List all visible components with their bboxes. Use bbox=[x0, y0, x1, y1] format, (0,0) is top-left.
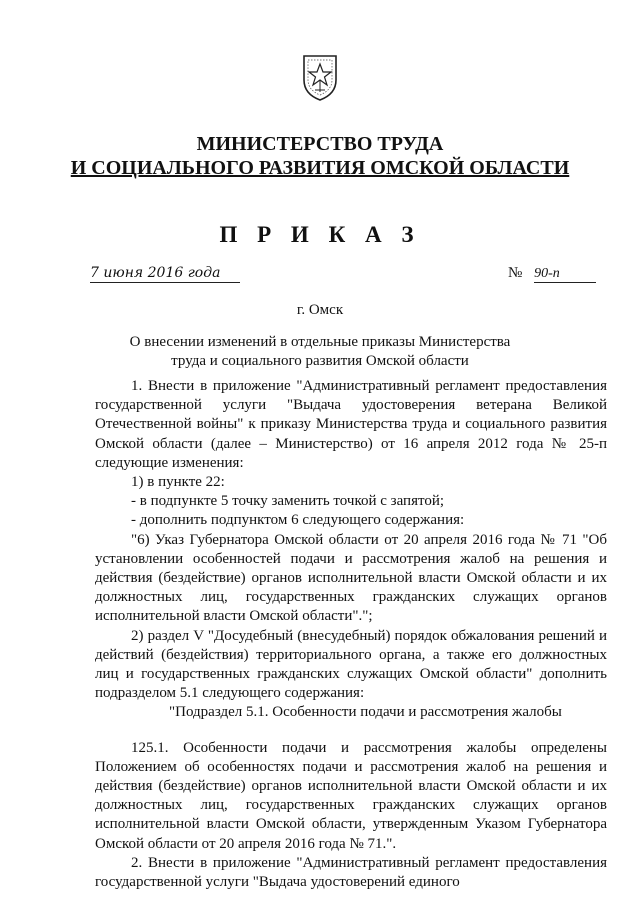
ministry-name-line2-text: И СОЦИАЛЬНОГО РАЗВИТИЯ ОМСКОЙ ОБЛАСТИ bbox=[70, 157, 570, 179]
order-body bbox=[95, 377, 607, 892]
order-number-label: № bbox=[508, 265, 523, 281]
paragraph-6: 2) раздел V "Досудебный (внесудебный) порядок обжалования решений и действий (бездействия) территориального органа, а также его должностных лиц и государственных гражданских служащих Омской области" дополнить подразделом 5.1 следующего содержания: bbox=[95, 627, 607, 702]
order-number: 90-п bbox=[534, 266, 596, 283]
city: г. Омск bbox=[296, 302, 344, 318]
order-title: П Р И К А З bbox=[219, 222, 421, 247]
ministry-name-line2 bbox=[0, 156, 640, 180]
ministry-name-line1: МИНИСТЕРСТВО ТРУДА bbox=[196, 133, 444, 155]
paragraph-5: "6) Указ Губернатора Омской области от 20 апреля 2016 года № 71 "Об установлении особенностей подачи и рассмотрения жалоб на решения и действия (бездействие) органов исполнительной власти Омской области и их должностных лиц, государственных гражданских служащих органов исполнительной власти Омской области"."; bbox=[95, 531, 607, 625]
paragraph-1: 1. Внести в приложение "Административный регламент предоставления государственной услуги "Выдача удостоверения ветерана Великой Отечественной войны" к приказу Министерства труда и социального развития Омской области (далее – Министерство) от 16 апреля 2012 года № 25-п следующие изменения: bbox=[95, 378, 607, 471]
order-subject: О внесении изменений в отдельные приказы Министерства труда и социального развития Омской области bbox=[129, 334, 511, 369]
paragraph-7-subsection-title: "Подраздел 5.1. Особенности подачи и рассмотрения жалобы bbox=[169, 704, 562, 721]
order-date: 7 июня 2016 года bbox=[90, 265, 240, 283]
order-number-block bbox=[508, 265, 596, 283]
paragraph-9: 2. Внести в приложение "Административный регламент предоставления государственной услуги "Выдача удостоверений единого bbox=[95, 854, 607, 891]
paragraph-4: - дополнить подпунктом 6 следующего содержания: bbox=[131, 512, 465, 529]
paragraph-2: 1) в пункте 22: bbox=[131, 474, 225, 491]
paragraph-3: - в подпункте 5 точку заменить точкой с запятой; bbox=[131, 493, 445, 510]
paragraph-8: 125.1. Особенности подачи и рассмотрения жалобы определены Положением об особенностях подачи и рассмотрения жалоб на решения и действия (бездействие) органов исполнительной власти Омской области и их должностных лиц, государственных гражданских служащих органов исполнительной власти Омской области, утвержденным Указом Губернатора Омской области от 20 апреля 2016 года № 71.". bbox=[95, 739, 607, 852]
coat-of-arms-emblem-icon bbox=[300, 52, 340, 102]
